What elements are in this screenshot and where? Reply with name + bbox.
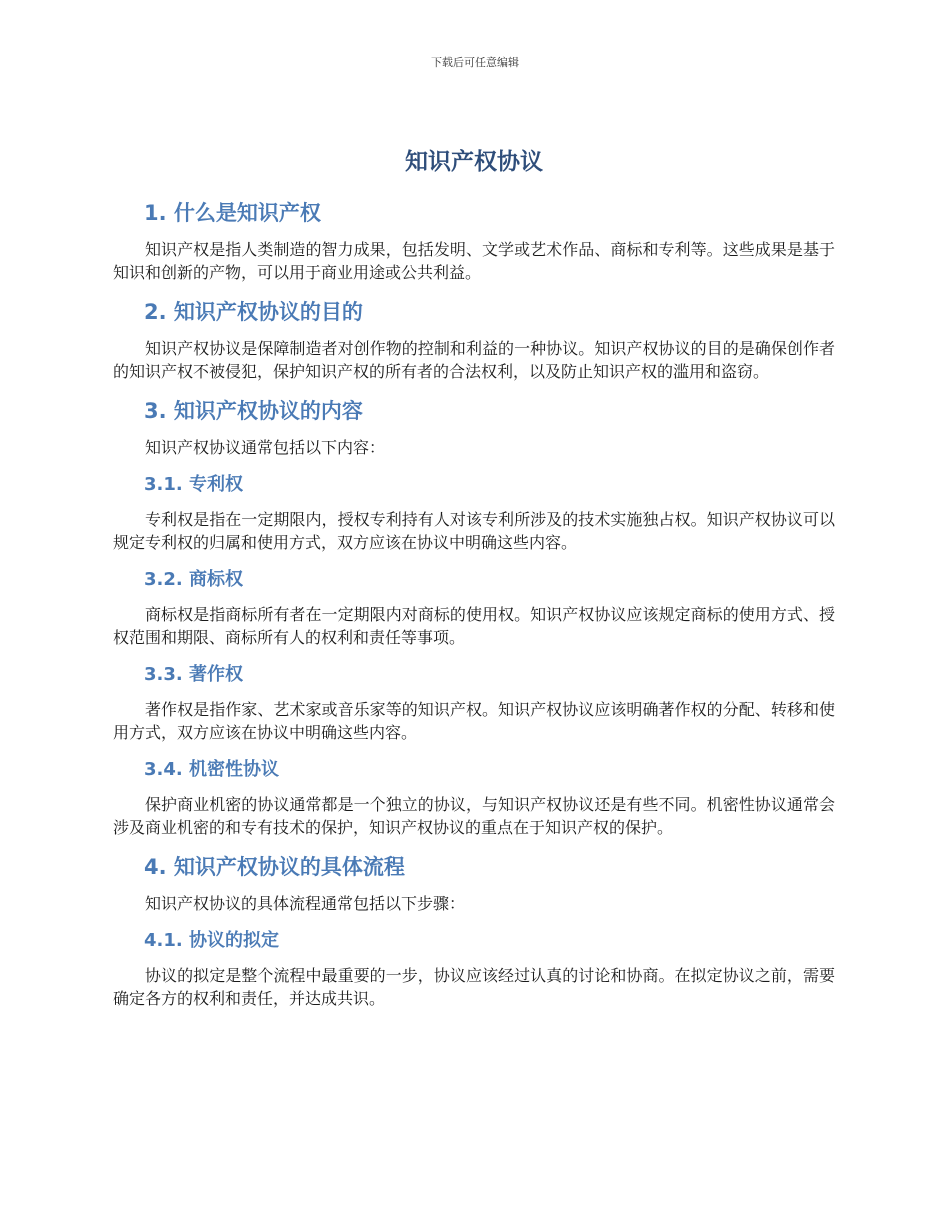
subsection-heading: 3.1. 专利权 [144,474,243,495]
section-paragraph: 知识产权协议通常包括以下内容： [145,438,386,457]
subsection-paragraph: 商标权是指商标所有者在一定期限内对商标的使用权。知识产权协议应该规定商标的使用方式、授权范围和期限、商标所有人的权利和责任等事项。 [113,605,835,647]
section-paragraph: 知识产权是指人类制造的智力成果，包括发明、文学或艺术作品、商标和专利等。这些成果是基于知识和创新的产物，可以用于商业用途或公共利益。 [113,240,835,282]
section-paragraph: 知识产权协议是保障制造者对创作物的控制和利益的一种协议。知识产权协议的目的是确保创作者的知识产权不被侵犯，保护知识产权的所有者的合法权利，以及防止知识产权的滥用和盗窃。 [113,339,835,381]
section-1 [113,198,835,284]
section-2 [113,297,835,383]
section-heading: 4. 知识产权协议的具体流程 [144,855,405,879]
subsection-paragraph: 协议的拟定是整个流程中最重要的一步，协议应该经过认真的讨论和协商。在拟定协议之前，需要确定各方的权利和责任，并达成共识。 [113,966,835,1008]
section-heading: 1. 什么是知识产权 [144,201,321,225]
section-heading: 2. 知识产权协议的目的 [144,300,363,324]
section-heading: 3. 知识产权协议的内容 [144,399,363,423]
subsection-heading: 3.2. 商标权 [144,569,243,590]
section-4 [113,852,835,1010]
document-title: 知识产权协议 [405,149,543,175]
header-note: 下载后可任意编辑 [431,56,519,69]
subsection-paragraph: 著作权是指作家、艺术家或音乐家等的知识产权。知识产权协议应该明确著作权的分配、转移和使用方式，双方应该在协议中明确这些内容。 [113,700,835,742]
subsection-paragraph: 专利权是指在一定期限内，授权专利持有人对该专利所涉及的技术实施独占权。知识产权协议可以规定专利权的归属和使用方式，双方应该在协议中明确这些内容。 [113,510,835,552]
section-paragraph: 知识产权协议的具体流程通常包括以下步骤： [145,894,466,913]
document-content [113,146,835,1023]
section-3 [113,396,835,839]
subsection-paragraph: 保护商业机密的协议通常都是一个独立的协议，与知识产权协议还是有些不同。机密性协议通常会涉及商业机密的和专有技术的保护，知识产权协议的重点在于知识产权的保护。 [113,795,835,837]
subsection-heading: 4.1. 协议的拟定 [144,930,279,951]
subsection-heading: 3.4. 机密性协议 [144,759,279,780]
subsection-heading: 3.3. 著作权 [144,664,243,685]
